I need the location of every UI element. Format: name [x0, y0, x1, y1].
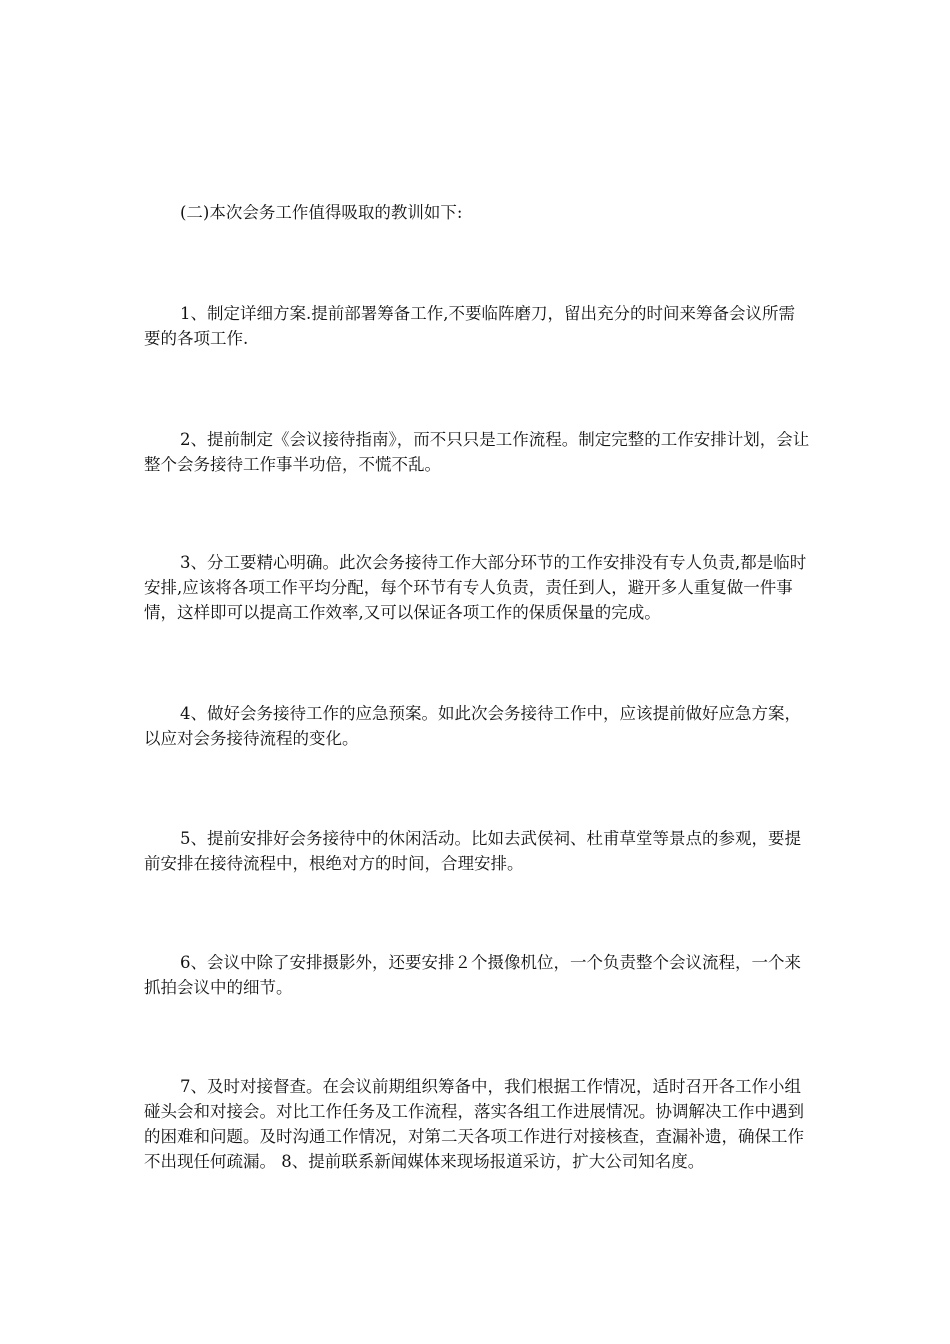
lesson-item-4: 4、做好会务接待工作的应急预案。如此次会务接待工作中，应该提前做好应急方案，以应对会务接待流程的变化。	[144, 704, 801, 748]
lesson-item-3: 3、分工要精心明确。此次会务接待工作大部分环节的工作安排没有专人负责,都是临时安排,应该将各项工作平均分配，每个环节有专人负责，责任到人，避开多人重复做一件事情，这样即可以提高工作效率,又可以保证各项工作的保质保量的完成。	[144, 553, 807, 622]
lesson-item-1: 1、制定详细方案.提前部署筹备工作,不要临阵磨刀，留出充分的时间来筹备会议所需要的各项工作.	[144, 304, 795, 348]
lesson-item-5: 5、提前安排好会务接待中的休闲活动。比如去武侯祠、杜甫草堂等景点的参观，要提前安排在接待流程中，根绝对方的时间，合理安排。	[144, 829, 801, 873]
lesson-item-6: 6、会议中除了安排摄影外，还要安排２个摄像机位，一个负责整个会议流程，一个来抓拍会议中的细节。	[144, 953, 801, 997]
lesson-item-2: 2、提前制定《会议接待指南》，而不只只是工作流程。制定完整的工作安排计划，会让整个会务接待工作事半功倍，不慌不乱。	[144, 430, 810, 474]
lesson-item-7: 7、及时对接督查。在会议前期组织筹备中，我们根据工作情况，适时召开各工作小组碰头会和对接会。对比工作任务及工作流程，落实各组工作进展情况。协调解决工作中遇到的困难和问题。及时沟通工作情况，对第二天各项工作进行对接核查，查漏补遗，确保工作不出现任何疏漏。 8、提前联系新闻媒体来现场报道采访，扩大公司知名度。	[144, 1077, 804, 1171]
section-heading: (二)本次会务工作值得吸取的教训如下:	[180, 203, 463, 222]
